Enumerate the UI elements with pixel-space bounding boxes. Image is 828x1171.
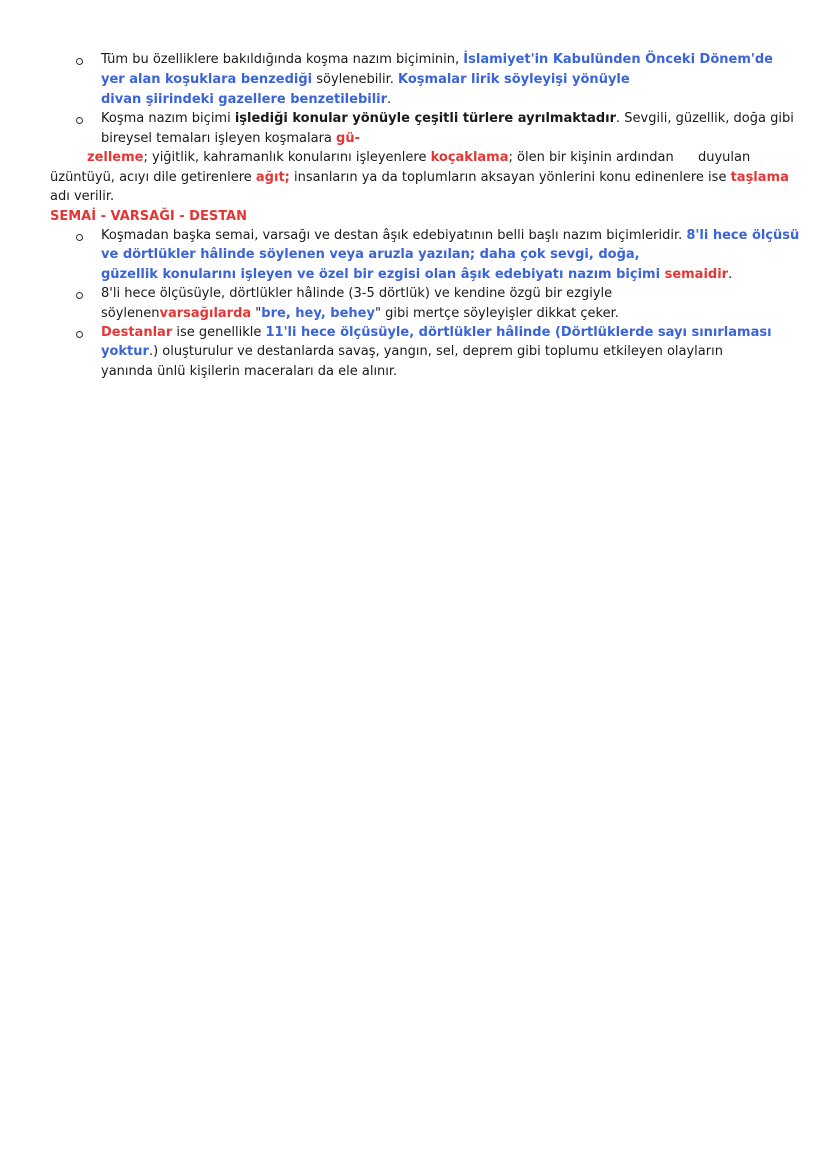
text: söylenen bbox=[101, 306, 160, 321]
highlight-text: divan şiirindeki gazellere benzetilebilir bbox=[101, 92, 388, 107]
paragraph-line bbox=[101, 226, 799, 245]
text: yanında ünlü kişilerin maceraları da ele alınır. bbox=[101, 364, 398, 379]
text: Koşmadan başka semai, varsağı ve destan âşık edebiyatının belli başlı nazım biçimleridir. bbox=[101, 228, 687, 243]
paragraph-line bbox=[50, 187, 114, 206]
highlight-text: Koşmalar lirik söyleyişi yönüyle bbox=[398, 72, 630, 87]
paragraph-line bbox=[87, 148, 674, 167]
paragraph-line bbox=[101, 50, 773, 69]
text: 8'li hece ölçüsüyle, dörtlükler hâlinde (3-5 dörtlük) ve kendine özgü bir ezgiyle bbox=[101, 286, 613, 301]
text: ; ölen bir kişinin ardından bbox=[508, 150, 674, 165]
list-bullet bbox=[76, 292, 83, 299]
paragraph-line bbox=[101, 265, 732, 284]
highlight-text: yer alan koşuklara benzediği bbox=[101, 72, 313, 87]
section-heading: SEMAİ - VARSAĞI - DESTAN bbox=[50, 209, 247, 224]
paragraph-line bbox=[101, 323, 772, 342]
text: adı verilir. bbox=[50, 189, 115, 204]
text: ; yiğitlik, kahramanlık konularını işleyenlere bbox=[143, 150, 431, 165]
paragraph-line bbox=[101, 129, 360, 148]
paragraph-line bbox=[101, 284, 612, 303]
term-text: gü- bbox=[336, 131, 360, 146]
text: bireysel temaları işleyen koşmalara bbox=[101, 131, 337, 146]
text: " gibi mertçe söyleyişler dikkat çeker. bbox=[374, 306, 619, 321]
highlight-text: ve dörtlükler hâlinde söylenen veya aruzla yazılan; daha çok sevgi, doğa, bbox=[101, 247, 640, 262]
bold-text: işlediği konular yönüyle çeşitli türlere ayrılmaktadır bbox=[234, 111, 617, 126]
text: Tüm bu özelliklere bakıldığında koşma nazım biçiminin, bbox=[101, 52, 464, 67]
term-text: taşlama bbox=[730, 170, 789, 185]
highlight-text: İslamiyet'in Kabulünden Önceki Dönem'de bbox=[463, 52, 773, 67]
text: Koşma nazım biçimi bbox=[101, 111, 235, 126]
text: . bbox=[728, 267, 733, 282]
paragraph-line bbox=[101, 70, 630, 89]
paragraph-line bbox=[101, 304, 619, 323]
list-bullet bbox=[76, 331, 83, 338]
text: duyulan bbox=[698, 150, 751, 165]
paragraph-line bbox=[698, 148, 750, 167]
highlight-text: yoktur bbox=[101, 344, 149, 359]
text: . Sevgili, güzellik, doğa gibi bbox=[616, 111, 794, 126]
term-text: koçaklama bbox=[430, 150, 509, 165]
highlight-text: bre, hey, behey bbox=[261, 306, 375, 321]
text: üzüntüyü, acıyı dile getirenlere bbox=[50, 170, 256, 185]
term-text: Destanlar bbox=[101, 325, 173, 340]
text: .) oluşturulur ve destanlarda savaş, yangın, sel, deprem gibi toplumu etkileyen olayların bbox=[148, 344, 723, 359]
term-text: semaidir bbox=[664, 267, 729, 282]
text: " bbox=[251, 306, 262, 321]
text: söylenebilir. bbox=[312, 72, 399, 87]
list-bullet bbox=[76, 58, 83, 65]
list-bullet bbox=[76, 234, 83, 241]
term-text: zelleme bbox=[87, 150, 144, 165]
list-bullet bbox=[76, 117, 83, 124]
paragraph-line bbox=[101, 362, 397, 381]
paragraph-line bbox=[101, 90, 391, 109]
term-text: varsağılarda bbox=[159, 306, 252, 321]
text: . bbox=[387, 92, 392, 107]
term-text: ağıt; bbox=[255, 170, 290, 185]
text: insanların ya da toplumların aksayan yönlerini konu edinenlere ise bbox=[289, 170, 731, 185]
paragraph-line bbox=[50, 168, 789, 187]
highlight-text: 11'li hece ölçüsüyle, dörtlükler hâlinde (Dörtlüklerde sayı sınırlaması bbox=[265, 325, 772, 340]
text: ise genellikle bbox=[172, 325, 266, 340]
paragraph-line bbox=[101, 245, 640, 264]
paragraph-line bbox=[101, 109, 794, 128]
paragraph-line bbox=[101, 342, 723, 361]
highlight-text: güzellik konularını işleyen ve özel bir ezgisi olan âşık edebiyatı nazım biçimi bbox=[101, 267, 665, 282]
highlight-text: 8'li hece ölçüsü bbox=[686, 228, 800, 243]
